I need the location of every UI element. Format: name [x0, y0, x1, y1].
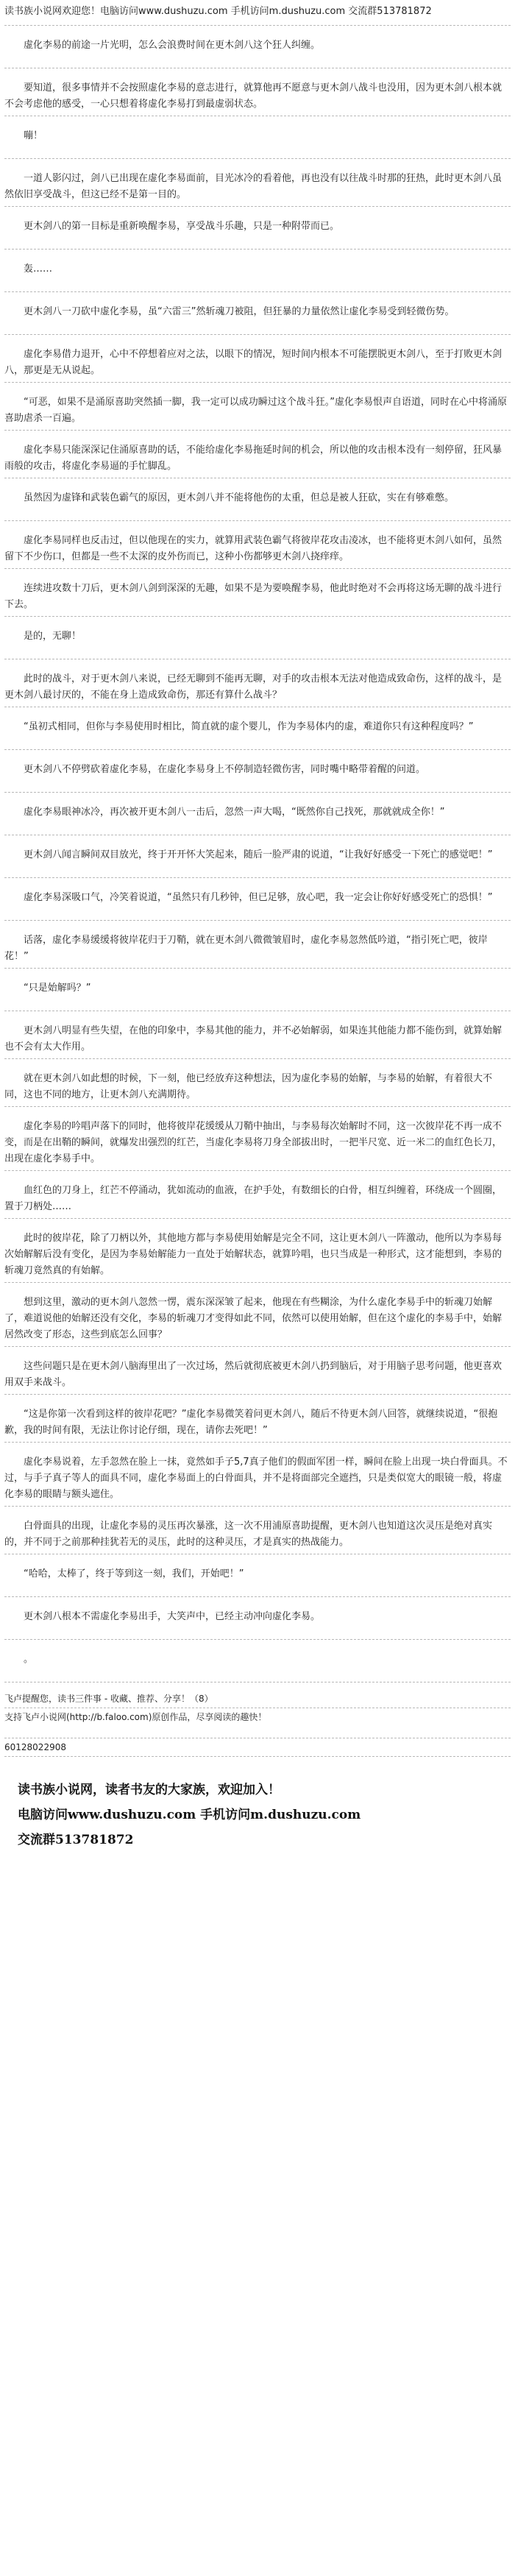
paragraph: “可恶，如果不是涌原喜助突然插一脚，我一定可以成功瞬过这个战斗狂。”虚化李易恨声自语道，同时在心中将涌原喜助虐杀一百遍。 — [4, 393, 511, 431]
paragraph: 。 — [4, 1650, 511, 1682]
paragraph: 轰…… — [4, 260, 511, 292]
site-header: 读书族小说网欢迎您！电脑访问www.dushuzu.com 手机访问m.dushuzu.com 交流群513781872 — [4, 4, 511, 26]
paragraph: 更木剑八的第一目标是重新唤醒李易，享受战斗乐趣，只是一种附带而已。 — [4, 217, 511, 250]
paragraph: 血红色的刀身上，红芒不停涌动，犹如流动的血液，在护手处，有数细长的白骨，相互纠缠着，环绕成一个圆圈，置于刀柄处…… — [4, 1181, 511, 1219]
paragraph: 是的，无聊！ — [4, 627, 511, 659]
paragraph: 更木剑八闻言瞬间双目放光，终于开开怀大笑起来，随后一脸严肃的说道，“让我好好感受一下死亡的感觉吧！” — [4, 846, 511, 878]
paragraph: 更木剑八一刀砍中虚化李易，虽“六雷三”然斩魂刀被阻，但狂暴的力量依然让虚化李易受到轻微伤势。 — [4, 302, 511, 335]
paragraph: 想到这里，激动的更木剑八忽然一愣，震东深深皱了起来，他现在有些糊涂，为什么虚化李易手中的斩魂刀始解了，难道说他的始解还没有交化，李易的斩魂刀才变得如此不同，依然可以使用始解，但在这个虚化的李易手中，始解居然改变了形态，这些到底怎么回事？ — [4, 1293, 511, 1347]
paragraph: 虚化李易同样也反击过，但以他现在的实力，就算用武装色霸气将彼岸花攻击凌冰，也不能将更木剑八如何，虽然留下不少伤口，但都是一些不太深的皮外伤而已，这种小伤都够更木剑八挠痒痒。 — [4, 531, 511, 569]
paragraph: 更木剑八明显有些失望，在他的印象中，李易其他的能力，并不必始解弱，如果连其他能力都不能伤到，就算始解也不会有太大作用。 — [4, 1022, 511, 1059]
paragraph: 就在更木剑八如此想的时候，下一刻，他已经放弃这种想法，因为虚化李易的始解，与李易的始解，有着很大不同，这也不同的地方，让更木剑八充满期待。 — [4, 1069, 511, 1107]
paragraph: 虚化李易只能深深记住涌原喜助的话，不能给虚化李易拖延时间的机会，所以他的攻击根本没有一刻停留，狂风暴雨般的攻击，将虚化李易逼的手忙脚乱。 — [4, 441, 511, 478]
site-promo — [4, 1777, 511, 1853]
paragraph: 连续进攻数十刀后，更木剑八剑到深深的无趣，如果不是为要唤醒李易，他此时绝对不会再将这场无聊的战斗进行下去。 — [4, 579, 511, 617]
paragraph: 虽然因为虚锋和武装色霸气的原因，更木剑八并不能将他伤的太重，但总是被人狂砍，实在有够难憋。 — [4, 489, 511, 521]
paragraph: 一道人影闪过，剑八已出现在虚化李易面前，目光冰冷的看着他，再也没有以往战斗时那的狂热，此时更木剑八虽然依旧享受战斗，但这已经不是第一目的。 — [4, 169, 511, 207]
paragraph: 此时的战斗，对于更木剑八来说，已经无聊到不能再无聊，对手的攻击根本无法对他造成致命伤，这样的战斗，是更木剑八最讨厌的，不能在身上造成致命伤，那还有算什么战斗？ — [4, 670, 511, 707]
paragraph: 更木剑八不停劈砍着虚化李易，在虚化李易身上不停制造轻微伤害，同时嘴中略带着醒的问道。 — [4, 760, 511, 793]
paragraph: 这些问题只是在更木剑八脑海里出了一次过场，然后就彻底被更木剑八扔到脑后，对于用脑子思考问题，他更喜欢用双手来战斗。 — [4, 1357, 511, 1395]
promo-line-3: 交流群513781872 — [18, 1833, 134, 1847]
paragraph: 虚化李易的吟唱声落下的同时，他将彼岸花缓缓从刀鞘中抽出，与李易每次始解时不同，这一次彼岸花不再一成不变，而是在出鞘的瞬间，就爆发出强烈的红芒，当虚化李易将刀身全部拔出时，一把半尺宽、近一米二的血红色长刀，出现在虚化李易手中。 — [4, 1117, 511, 1171]
paragraph: “哈哈，太棒了，终于等到这一刻，我们，开始吧！” — [4, 1565, 511, 1597]
promo-line-1: 读书族小说网，读者书友的大家族，欢迎加入！ — [18, 1783, 280, 1797]
paragraph: “只是始解吗？” — [4, 979, 511, 1011]
paragraph: “虽初式相同，但你与李易使用时相比，简直就的虚个婴儿，作为李易体内的虚，难道你只有这种程度吗？” — [4, 718, 511, 750]
paragraph: 白骨面具的出现，让虚化李易的灵压再次暴涨，这一次不用浦原喜助提醒，更木剑八也知道这次灵压是绝对真实的，并不同于之前那种挂犹若无的灵压，此时的这种灵压，才是真实的热战能力。 — [4, 1517, 511, 1554]
paragraph: 嘣！ — [4, 127, 511, 159]
paragraph: 更木剑八根本不需虚化李易出手，大笑声中，已经主动冲向虚化李易。 — [4, 1607, 511, 1640]
paragraph: 要知道，很多事情并不会按照虚化李易的意志进行，就算他再不愿意与更木剑八战斗也没用，因为更木剑八根本就不会考虑他的感受，一心只想着将虚化李易打到最虚弱状态。 — [4, 79, 511, 116]
footer-support-link[interactable]: 支持飞卢小说网(http://b.faloo.com)原创作品，尽享阅读的趣快！ — [4, 1708, 511, 1738]
footer-code: 60128022908 — [4, 1738, 511, 1757]
paragraph: 虚化李易眼神冰冷，再次被开更木剑八一击后，忽然一声大喝，“既然你自己找死，那就就成全你！” — [4, 803, 511, 835]
paragraph: 虚化李易说着，左手忽然在脸上一抹，竟然如手子5,7真子他们的假面军团一样，瞬间在脸上出现一块白骨面具。不过，与手子真子等人的面具不同，虚化李易面上的白骨面具，并不是将面部完全遮挡，只是类似宽大的眼镜一般，将虚化李易的眼睛与额头遮住。 — [4, 1453, 511, 1507]
chapter-body — [4, 36, 511, 1682]
paragraph: 虚化李易的前途一片光明，怎么会浪费时间在更木剑八这个狂人纠缠。 — [4, 36, 511, 68]
paragraph: 虚化李易深吸口气，冷笑着说道，“虽然只有几秒钟，但已足够，放心吧，我一定会让你好好感受死亡的恐惧！” — [4, 888, 511, 921]
paragraph: 话落，虚化李易缓缓将彼岸花归于刀鞘，就在更木剑八微微皱眉时，虚化李易忽然低吟道，“指引死亡吧，彼岸花！” — [4, 931, 511, 969]
footer-reminder: 飞卢提醒您，读书三件事 - 收藏、推荐、分享！（8） — [4, 1690, 511, 1708]
promo-line-2[interactable]: 电脑访问www.dushuzu.com 手机访问m.dushuzu.com — [18, 1808, 361, 1822]
paragraph: 此时的彼岸花，除了刀柄以外，其他地方都与李易使用始解是完全不同，这让更木剑八一阵激动，他所以为李易每次始解解后没有变化，是因为李易始解能力一直处于始解状态，就算吟唱，也只当成是一种形式，这才能想到，李易的斩魂刀竟然真的有始解。 — [4, 1229, 511, 1283]
paragraph: 虚化李易借力退开，心中不停想着应对之法，以眼下的情况，短时间内根本不可能摆脱更木剑八，至于打败更木剑八，那更是无从说起。 — [4, 345, 511, 383]
paragraph: “这是你第一次看到这样的彼岸花吧？”虚化李易微笑着问更木剑八，随后不待更木剑八回答，就继续说道，“很抱歉，我的时间有限，无法让你讨论仔细，现在，请你去死吧！” — [4, 1405, 511, 1443]
